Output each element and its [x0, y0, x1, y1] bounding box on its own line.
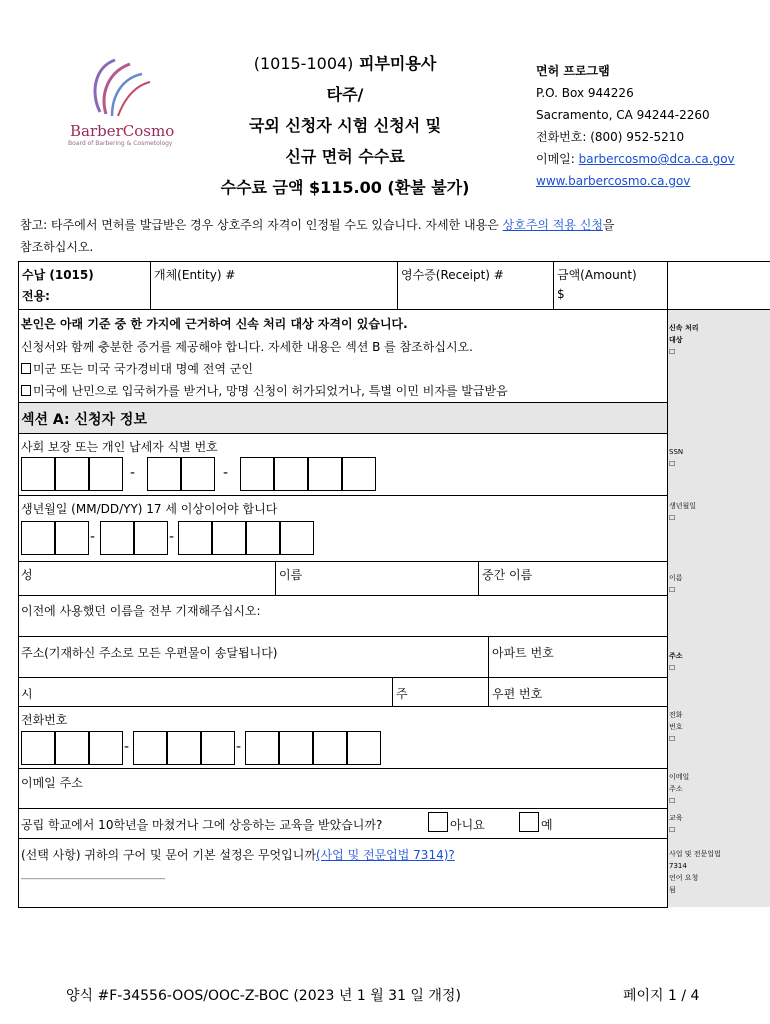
side-ssn [669, 446, 683, 470]
note-text-line2: 참조하십시오. [20, 240, 94, 254]
title-license-type: 피부미용사 [359, 54, 437, 73]
side-phone [669, 709, 683, 745]
military-checkbox[interactable] [21, 363, 31, 374]
title-line-2: 타주/ [326, 85, 364, 104]
ssn-digit-3[interactable] [89, 457, 123, 491]
side-address-label: 주소 [669, 652, 683, 660]
side-ssn-checkbox[interactable]: ☐ [669, 460, 676, 468]
dob-year-2[interactable] [212, 521, 246, 555]
dob-year-4[interactable] [280, 521, 314, 555]
dob-month-1[interactable] [21, 521, 55, 555]
ssn-digit-2[interactable] [55, 457, 89, 491]
expedite-heading: 본인은 아래 기준 중 한 가지에 근거하여 신속 처리 대상 자격이 있습니다. [21, 317, 408, 331]
state-label: 주 [396, 687, 408, 701]
language-question-text: (선택 사항) 귀하의 구어 및 문어 기본 설정은 무엇입니까 [21, 848, 316, 862]
side-address [669, 650, 683, 674]
side-phone-2: 번호 [669, 723, 683, 731]
side-expedite-1: 신속 처리 [669, 324, 699, 332]
title-line-4: 신규 면허 수수료 [285, 147, 405, 166]
side-phone-1: 전화 [669, 711, 683, 719]
phone-dash-2: - [236, 739, 242, 755]
side-edu-checkbox[interactable]: ☐ [669, 826, 676, 834]
military-label: 미군 또는 미국 국가경비대 명예 전역 군인 [33, 362, 253, 376]
agency-po-box: P.O. Box 944226 [536, 86, 634, 100]
amount-dollar: $ [557, 287, 565, 301]
dob-label: 생년월일 (MM/DD/YY) 17 세 이상이어야 합니다 [21, 502, 278, 516]
middle-name-label: 중간 이름 [482, 568, 533, 582]
ssn-digit-7[interactable] [274, 457, 308, 491]
expedite-instruction: 신청서와 함께 충분한 증거를 제공해야 합니다. 자세한 내용은 섹션 B 를 참조하십시오. [21, 340, 473, 354]
expedite-option-refugee[interactable] [21, 382, 508, 399]
ssn-label: 사회 보장 또는 개인 납세자 식별 번호 [21, 440, 218, 454]
dob-dash-2: - [169, 529, 175, 545]
phone-digit-9[interactable] [313, 731, 347, 765]
side-lang-1: 사업 및 전문업법 [669, 850, 721, 858]
title-fee: 수수료 금액 $115.00 (환불 불가) [220, 178, 470, 197]
side-expedite [669, 322, 699, 358]
side-email-checkbox[interactable]: ☐ [669, 797, 676, 805]
side-email [669, 771, 689, 807]
language-question [21, 846, 455, 863]
education-yes-checkbox[interactable] [519, 812, 539, 832]
side-email-1: 이메일 [669, 773, 690, 781]
phone-digit-5[interactable] [167, 731, 201, 765]
side-dob-label: 생년월일 [669, 502, 697, 510]
reciprocity-link[interactable]: 상호주의 적용 신청 [502, 218, 603, 232]
phone-digit-7[interactable] [245, 731, 279, 765]
form-title [210, 48, 480, 203]
dob-month-2[interactable] [55, 521, 89, 555]
prior-names-label: 이전에 사용했던 이름을 전부 기재해주십시오: [21, 604, 261, 618]
email-address-label: 이메일 주소 [21, 776, 83, 790]
title-line-3: 국외 신청자 시험 신청서 및 [248, 116, 442, 135]
side-expedite-2: 대상 [669, 336, 683, 344]
side-dob [669, 500, 696, 524]
page-number: 페이지 1 / 4 [623, 988, 700, 1004]
logo-tagline: Board of Barbering & Cosmetology [68, 140, 173, 147]
side-ssn-label: SSN [669, 448, 684, 456]
bp-code-7314-link[interactable]: (사업 및 전문업법 7314)? [315, 848, 455, 862]
dob-year-1[interactable] [178, 521, 212, 555]
side-dob-checkbox[interactable]: ☐ [669, 514, 676, 522]
ssn-digit-9[interactable] [342, 457, 376, 491]
education-yes-label: 예 [541, 818, 553, 832]
side-email-2: 주소 [669, 785, 683, 793]
side-lang-3: 언어 요청 [669, 874, 699, 882]
address-label: 주소(기재하신 주소로 모든 우편물이 송달됩니다) [21, 646, 278, 660]
board-logo [60, 52, 180, 152]
dob-dash: - [90, 529, 96, 545]
ssn-digit-8[interactable] [308, 457, 342, 491]
ssn-digit-5[interactable] [181, 457, 215, 491]
refugee-checkbox[interactable] [21, 385, 31, 396]
phone-digit-10[interactable] [347, 731, 381, 765]
expedite-option-military[interactable] [21, 360, 253, 377]
agency-phone: 전화번호: (800) 952-5210 [536, 130, 685, 144]
agency-website-link[interactable]: www.barbercosmo.ca.gov [536, 174, 691, 188]
side-phone-checkbox[interactable]: ☐ [669, 735, 676, 743]
note-text-end: 을 [602, 218, 615, 232]
agency-email-row [536, 148, 766, 170]
ssn-digit-4[interactable] [147, 457, 181, 491]
phone-digit-4[interactable] [133, 731, 167, 765]
agency-city: Sacramento, CA 94244-2260 [536, 108, 710, 122]
side-language [669, 848, 721, 896]
entity-label: 개체(Entity) # [154, 268, 236, 282]
ssn-dash-2: - [223, 465, 229, 481]
phone-digit-8[interactable] [279, 731, 313, 765]
side-address-checkbox[interactable]: ☐ [669, 664, 676, 672]
side-lang-2: 7314 [669, 862, 687, 870]
phone-digit-6[interactable] [201, 731, 235, 765]
zip-label: 우편 번호 [492, 687, 543, 701]
email-label: 이메일: [536, 152, 575, 166]
ssn-dash: - [130, 465, 136, 481]
reciprocity-note [20, 214, 750, 258]
agency-contact [536, 60, 766, 192]
agency-email-link[interactable]: barbercosmo@dca.ca.gov [578, 152, 735, 166]
side-lang-4: 됨 [669, 886, 676, 894]
side-education [669, 812, 683, 836]
side-expedite-checkbox[interactable]: ☐ [669, 348, 676, 356]
logo-name: BarberCosmo [70, 122, 175, 140]
first-name-label: 이름 [279, 568, 303, 582]
phone-label: 전화번호 [21, 713, 68, 727]
title-code: (1015-1004) [253, 54, 354, 73]
refugee-label: 미국에 난민으로 입국허가를 받거나, 망명 신청이 허가되었거나, 특별 이민 비자를 발급받음 [33, 384, 508, 398]
form-number: 양식 #F-34556-OOS/OOC-Z-BOC (2023 년 1 월 31 일 개정) [66, 988, 461, 1004]
last-name-label: 성 [21, 568, 33, 582]
side-name-label: 이름 [669, 574, 683, 582]
ssn-digit-6[interactable] [240, 457, 274, 491]
phone-dash: - [124, 739, 130, 755]
language-blank-line[interactable]: ________________________________ [21, 870, 165, 880]
office-use-label: 수납 (1015) [22, 268, 94, 282]
title-line-1 [210, 48, 480, 79]
office-use-label-2: 전용: [22, 289, 50, 303]
dob-day-1[interactable] [100, 521, 134, 555]
side-edu-label: 교육 [669, 814, 683, 822]
receipt-label: 영수증(Receipt) # [401, 268, 504, 282]
education-no-checkbox[interactable] [428, 812, 448, 832]
section-a-title: 섹션 A: 신청자 정보 [21, 412, 147, 428]
city-label: 시 [21, 687, 33, 701]
ssn-digit-1[interactable] [21, 457, 55, 491]
note-text: 참고: 타주에서 면허를 발급받은 경우 상호주의 자격이 인정될 수도 있습니다. 자세한 내용은 [20, 218, 503, 232]
apt-label: 아파트 번호 [492, 646, 554, 660]
phone-digit-1[interactable] [21, 731, 55, 765]
logo-swirl-icon [60, 52, 180, 122]
side-name [669, 572, 683, 596]
education-no-label: 아니요 [450, 818, 485, 832]
education-question: 공립 학교에서 10학년을 마쳤거나 그에 상응하는 교육을 받았습니까? [21, 818, 383, 832]
agency-program: 면허 프로그램 [536, 64, 610, 78]
dob-day-2[interactable] [134, 521, 168, 555]
amount-label: 금액(Amount) [557, 268, 637, 282]
phone-digit-2[interactable] [55, 731, 89, 765]
side-name-checkbox[interactable]: ☐ [669, 586, 676, 594]
dob-year-3[interactable] [246, 521, 280, 555]
phone-digit-3[interactable] [89, 731, 123, 765]
